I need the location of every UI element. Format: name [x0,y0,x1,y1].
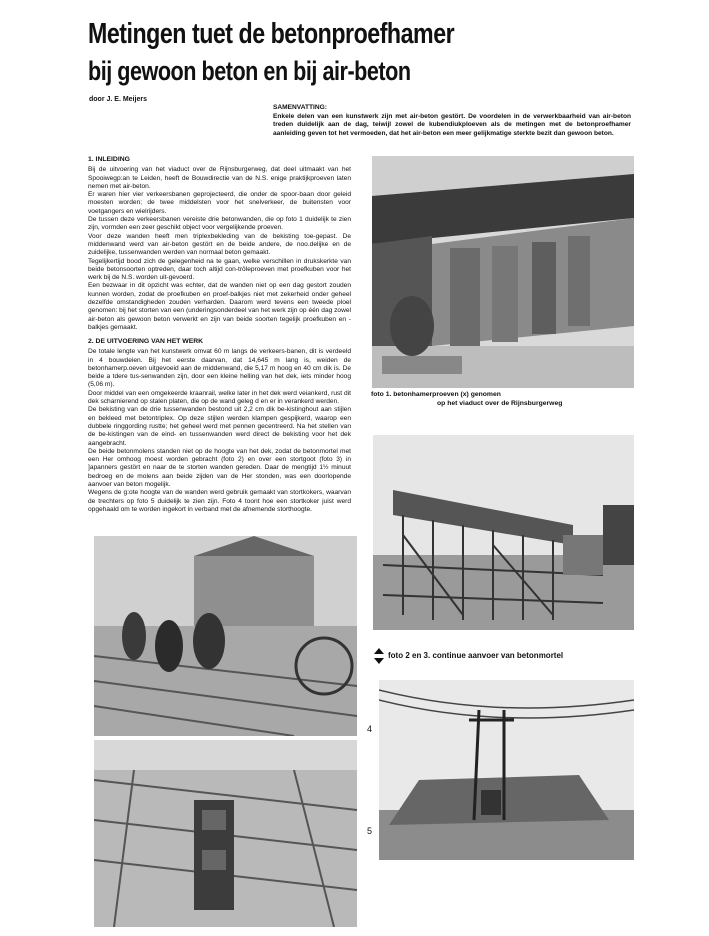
photo-viaduct [372,156,634,388]
section1-paragraph: Er waren hier vier verkeersbanen geprojecteerd, die onder de spoor-baan door geleid moesten worden; de twee middelsten voor het snelverkeer, de buitensten voor voetgangers en wielrijders. [88,191,351,215]
section1-paragraph: Tegelijkertijd bood zich de gelegenheid na te gaan, welke verschillen in drukskerkte van beide betonsoorten optreden, daar toch altijd con-trôleproeven met proefkuben voor het werk bij de N.S. worden uit-gevoerd. [88,257,351,282]
section1-heading: 1. INLEIDING [88,156,130,163]
summary-text: Enkele delen van een kunstwerk zijn met air-beton gestört. De voordelen in de verwerkbaarheid van air-beton treden duidelijk aan de dag, teiwijl zowel de kubendiukploeven als de metingen met de betonproefhamer aanleiding geven tot het vermoeden, dat het air-beton een meer gelijkmatige sterkte bezit dan gewoon beton. [273,112,631,137]
section-introduction [88,156,351,332]
summary-block [273,104,631,138]
section2-paragraph: De totale lengte van het kunstwerk omvat 60 m langs de verkeers-banen, dit is verdeeld in 4 bouwdeien. Bij het eerste daarvan, dat 14,645 m lang is, weiden de betonhamerp.oeven uitgevoeid aan de middenwand, die 5,17 m hoog en 40 cm dik is. De beide a tdere tus-senwanden zijn, door een kleine helling van het dek, iets minder hoog (5,06 m). [88,348,351,389]
caption-foto1-line2: op het viaduct over de Rijnsburgerweg [437,400,563,407]
section-execution [88,338,351,514]
caption-foto1-line1: foto 1. betonhamerproeven (x) genomen [371,391,501,398]
photo-workers-deck [94,536,357,736]
photo-number-5: 5 [367,826,373,836]
section1-paragraph: Bij de uitvoering van het viaduct over de Rijnsburgerweg, dat deel uitmaakt van het Spooiwegp:an te Leiden, heeft de Bouwdirectie van de N.S. enige praktijkproeven laten nemen met air-beton. [88,166,351,190]
photo-crane-scaffold [379,680,634,860]
section2-paragraph: De bekisting van de drie tussenwanden bestond uit 2,2 cm dik be-kistinghout aan stijlen en bekleed met betontriplex. Op deze stijlen werden klampen gespijkerd, waarop een dubbele ringgording rustte; het geheel werd met pennen gecentreerd. Na het stellen van de be-kistingen van de eind- en tussenwanden werd direct de bekisting voor het dek aangebracht. [88,406,351,447]
section1-paragraph: Voor deze wanden heeft men triplexbekleding van de bekisting toe-gepast. De middenwand werd van air-beton gestört en de beide andere, de noo.delijke en de zuidelijke, tussenwanden werden van normaal beton gemaakt. [88,232,351,257]
photo-deck-forms [94,740,357,927]
author-byline: door J. E. Meijers [89,96,147,103]
arrow-updown-icon [373,648,385,664]
section1-paragraph: De tussen deze verkeersbanen vereiste drie betonwanden, die op foto 1 duidelijk te zien zijn, vormden een zeer geschikt object voor vergelijkende proeven. [88,216,351,232]
section2-paragraph: Wegens de g:ote hoogte van de wanden werd gebruik gemaakt van stortkokers, waarvan de trechters op foto 5 duidelijk te zien zijn. Foto 4 toont hoe een stortkoker juist werd opgehaald om te worden ingekort in verband met de afnemende storthoogte. [88,489,351,513]
section2-paragraph: De beide betonmolens standen niet op de hoogte van het dek, zodat de betonmortel met een Her omhoog moest worden gebracht (foto 2) en over een stortgoot (foto 3) in ]apanners gestört en naar de te storten wanden gereden. Daar de mengtijd 1½ minuut bedroeg en de molens aan beide zijden van de Her stonden, was een doorlopende aanvoer van beton mogelijk. [88,447,351,489]
article-title-line2: bij gewoon beton en bij air-beton [88,56,411,86]
caption-foto2-3: foto 2 en 3. continue aanvoer van betonmortel [388,651,564,660]
section2-paragraph: Door middel van een omgekeerde kraanrail, welke later in het dek werd veiankerd, rust dit dek scharnierend op stalen platen, die op de wand geleg d en er in verankerd werden. [88,389,351,406]
summary-heading: SAMENVATTING: [273,104,327,111]
article-title-line1: Metingen tuet de betonproefhamer [88,18,455,50]
photo-number-4: 4 [367,724,373,734]
section2-heading: 2. DE UITVOERING VAN HET WERK [88,338,204,345]
section1-paragraph: Een bezwaar in dit opzicht was echter, dat de wanden niet op een dag gestort zouden kunnen worden, zodat de proefkuben en proef-balkjes niet met zekerheid onder geheel dezelfde omstandigheden zouden verharden. Daarom werd tevens een tweede ploel genomen: bij het storten van een (underingsonderdeel van het werk zijn op één dag zowel air-beton als gewoon beton verwerkt en zijn van beide soorten tegelijk proefkuben en -balkjes gemaakt. [88,282,351,331]
photo-scaffolding [373,435,634,630]
